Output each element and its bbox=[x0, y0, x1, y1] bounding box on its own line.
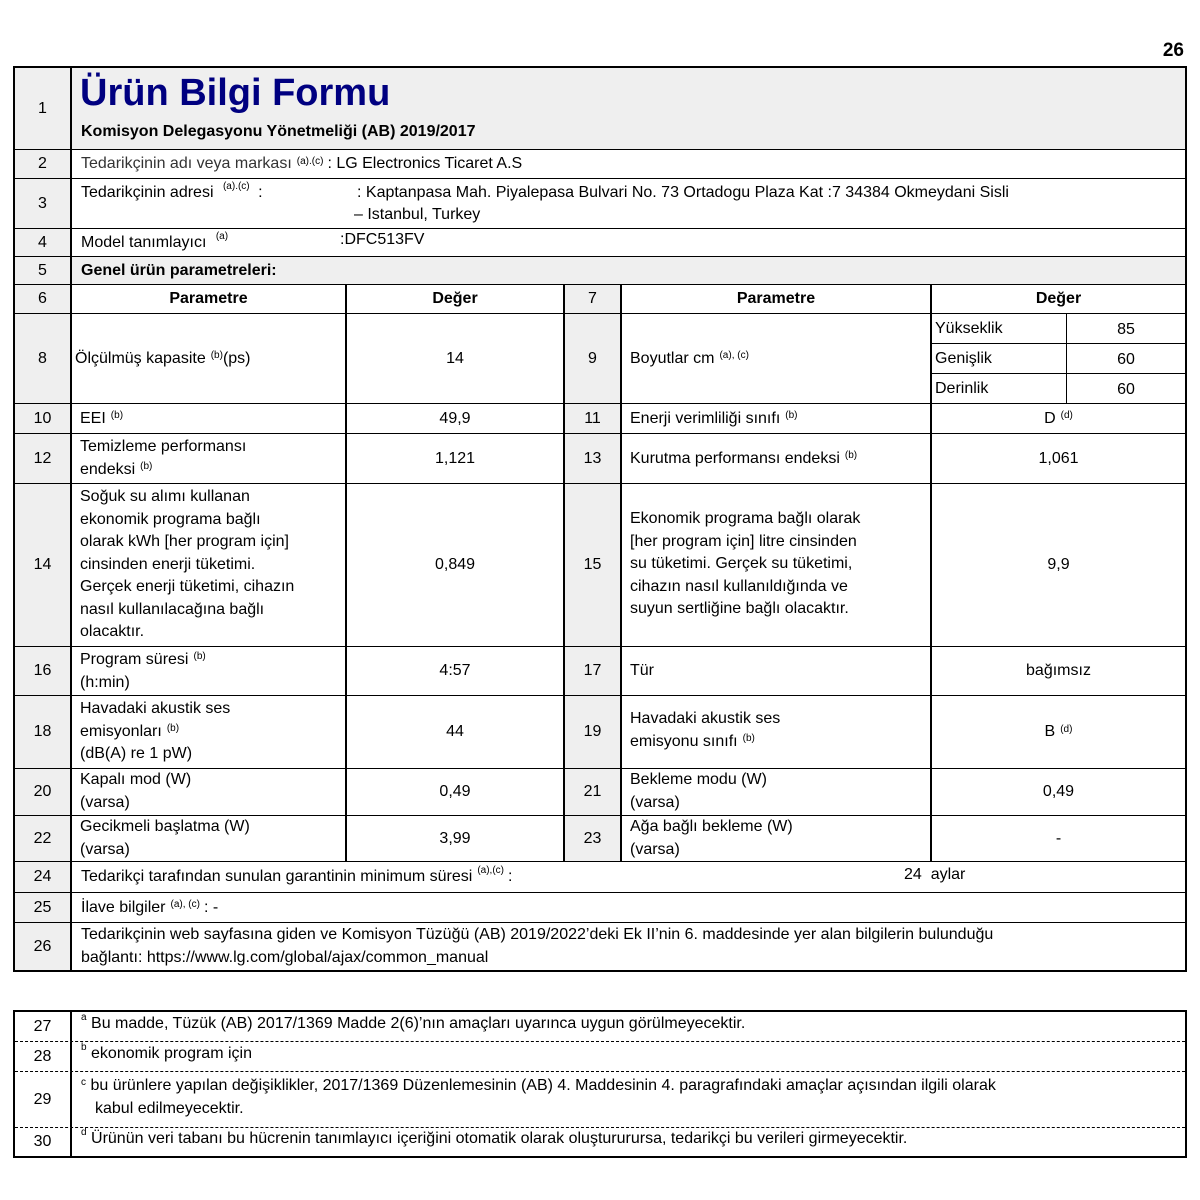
noise-class-value: B bbox=[1044, 723, 1056, 740]
delay-start-note: (varsa) bbox=[80, 840, 130, 858]
footnote-row bbox=[15, 1012, 1185, 1042]
row-column-headers bbox=[15, 285, 1185, 314]
networked-standby-label-cell bbox=[620, 816, 930, 861]
row-off-standby bbox=[15, 769, 1185, 816]
row-address bbox=[15, 179, 1185, 229]
web-link-url[interactable]: bağlantı: https://www.lg.com/global/ajax/common_manual bbox=[81, 948, 489, 966]
noise-label-cell bbox=[72, 696, 345, 768]
additional-info-footnote-ref: (a), (c) bbox=[170, 899, 200, 910]
footnote-text: ekonomik program için bbox=[91, 1045, 252, 1062]
address-colon: : bbox=[258, 184, 263, 201]
row-number: 1 bbox=[15, 68, 72, 149]
dimensions-label: Boyutlar cm bbox=[630, 349, 715, 367]
address-line-1: : Kaptanpasa Mah. Piyalepasa Bulvari No. 73 Ortadogu Plaza Kat :7 34384 Okmeydani Sisli bbox=[357, 184, 1009, 201]
noise-class-value-cell bbox=[930, 696, 1185, 768]
warranty-value: 24 aylar bbox=[904, 866, 966, 883]
off-mode-label: Kapalı mod (W) bbox=[80, 771, 192, 788]
dimensions-label-cell bbox=[620, 314, 930, 403]
energy-consumption-value: 0,849 bbox=[345, 484, 563, 646]
dimension-value: 60 bbox=[1117, 350, 1135, 368]
cleaning-label-line-1: Temizleme performansı bbox=[80, 438, 247, 455]
address-line-2: – Istanbul, Turkey bbox=[354, 206, 481, 223]
energy-class-value-cell bbox=[930, 404, 1185, 433]
water-consumption-line: [her program için] litre cinsinden bbox=[630, 532, 857, 550]
row-number: 13 bbox=[563, 434, 620, 483]
row-web-link bbox=[15, 923, 1185, 970]
eei-label-cell bbox=[72, 404, 345, 433]
page-number: 26 bbox=[1162, 40, 1184, 61]
type-label: Tür bbox=[620, 647, 930, 695]
param-header-left: Parametre bbox=[169, 290, 248, 307]
type-value: bağımsız bbox=[930, 647, 1185, 695]
drying-label: Kurutma performansı endeksi bbox=[630, 449, 840, 467]
model-cell bbox=[72, 229, 1185, 256]
capacity-footnote-ref: (b) bbox=[210, 350, 223, 361]
noise-class-footnote-ref: (b) bbox=[742, 732, 755, 744]
networked-standby-note: (varsa) bbox=[630, 840, 680, 858]
energy-consumption-line: Gerçek enerji tüketimi, cihazın bbox=[80, 578, 295, 595]
row-number: 20 bbox=[15, 769, 72, 815]
footnotes-table bbox=[13, 1010, 1187, 1158]
row-number: 7 bbox=[563, 285, 620, 313]
energy-consumption-label-cell bbox=[72, 484, 345, 646]
noise-value: 44 bbox=[345, 696, 563, 768]
web-link-cell bbox=[72, 923, 1185, 970]
address-cell bbox=[72, 179, 1185, 228]
standby-label: Bekleme modu (W) bbox=[630, 771, 767, 788]
footnote-text: Bu madde, Tüzük (AB) 2017/1369 Madde 2(6)’nın amaçları uyarınca uygun görülmeyecektir. bbox=[91, 1015, 746, 1032]
row-number: 11 bbox=[563, 404, 620, 433]
model-footnote-ref: (a) bbox=[215, 231, 229, 242]
row-warranty bbox=[15, 862, 1185, 893]
row-model bbox=[15, 229, 1185, 257]
cleaning-value: 1,121 bbox=[345, 434, 563, 483]
noise-class-label-line-2: emisyonu sınıfı bbox=[630, 732, 738, 750]
row-number: 19 bbox=[563, 696, 620, 768]
row-number: 24 bbox=[15, 862, 72, 892]
drying-label-cell bbox=[620, 434, 930, 483]
footnote-mark: b bbox=[81, 1042, 87, 1053]
capacity-unit: (ps) bbox=[222, 349, 251, 367]
additional-info-value: : - bbox=[203, 898, 219, 916]
footnote-mark: d bbox=[81, 1127, 87, 1138]
row-number: 17 bbox=[563, 647, 620, 695]
dimension-label: Genişlik bbox=[932, 344, 1067, 373]
standby-note: (varsa) bbox=[630, 793, 680, 811]
row-number: 28 bbox=[15, 1042, 72, 1071]
additional-info-cell bbox=[72, 893, 1185, 922]
value-header-right: Değer bbox=[930, 285, 1185, 313]
warranty-cell bbox=[72, 862, 1185, 892]
row-general bbox=[15, 257, 1185, 285]
energy-consumption-line: olacaktır. bbox=[80, 623, 145, 640]
cleaning-footnote-ref: (b) bbox=[140, 460, 153, 472]
off-mode-label-cell bbox=[72, 769, 345, 815]
delay-start-label-cell bbox=[72, 816, 345, 861]
row-number: 2 bbox=[15, 150, 72, 178]
row-number: 8 bbox=[15, 314, 72, 403]
additional-info-label: İlave bilgiler bbox=[81, 898, 166, 916]
row-number: 5 bbox=[15, 257, 72, 284]
footnote-text: Ürünün veri tabanı bu hücrenin tanımlayıcı içeriğini otomatik olarak oluştururursa, tedarikçi bu verileri girmeyecektir. bbox=[91, 1130, 908, 1147]
dimension-label: Derinlik bbox=[932, 374, 1067, 403]
noise-label-line-2: emisyonları bbox=[80, 722, 162, 740]
cleaning-label-cell bbox=[72, 434, 345, 483]
address-label: Tedarikçinin adresi bbox=[81, 184, 214, 201]
energy-class-label-cell bbox=[620, 404, 930, 433]
noise-class-value-footnote-ref: (d) bbox=[1060, 723, 1073, 735]
off-mode-note: (varsa) bbox=[80, 793, 130, 811]
footnote-text-cell bbox=[72, 1128, 1185, 1156]
row-number: 27 bbox=[15, 1012, 72, 1041]
dimension-row-height bbox=[932, 314, 1185, 344]
web-link-text: Tedarikçinin web sayfasına giden ve Komisyon Tüzüğü (AB) 2019/2022’deki Ek II’nin 6. maddesinde yer alan bilgilerin bulunduğu bbox=[81, 926, 994, 943]
row-noise bbox=[15, 696, 1185, 769]
row-number: 22 bbox=[15, 816, 72, 861]
noise-unit: (dB(A) re 1 pW) bbox=[80, 745, 193, 762]
energy-class-value: D bbox=[1044, 409, 1056, 427]
address-footnote-ref: (a).(c) bbox=[222, 181, 250, 192]
noise-label-line-1: Havadaki akustik ses bbox=[80, 700, 231, 717]
program-duration-unit: (h:min) bbox=[80, 673, 130, 691]
footnote-row bbox=[15, 1042, 1185, 1072]
energy-consumption-line: nasıl kullanılacağına bağlı bbox=[80, 600, 265, 618]
form-subtitle: Komisyon Delegasyonu Yönetmeliği (AB) 2019/2017 bbox=[81, 123, 476, 140]
value-header-left: Değer bbox=[345, 285, 563, 313]
dimension-value: 60 bbox=[1117, 380, 1135, 398]
energy-class-footnote-ref: (b) bbox=[785, 410, 798, 421]
dimension-value: 85 bbox=[1117, 320, 1135, 338]
row-number: 4 bbox=[15, 229, 72, 256]
row-eei bbox=[15, 404, 1185, 434]
dimension-row-depth bbox=[932, 374, 1185, 403]
row-number: 9 bbox=[563, 314, 620, 403]
networked-standby-value: - bbox=[930, 816, 1185, 861]
row-cleaning-drying bbox=[15, 434, 1185, 484]
footnote-text-continued: kabul edilmeyecektir. bbox=[95, 1099, 244, 1117]
row-number: 29 bbox=[15, 1072, 72, 1127]
dimensions-footnote-ref: (a), (c) bbox=[719, 350, 749, 361]
supplier-footnote-ref: (a).(c) bbox=[296, 155, 324, 167]
drying-footnote-ref: (b) bbox=[844, 450, 858, 461]
model-label: Model tanımlayıcı bbox=[81, 234, 207, 251]
networked-standby-label: Ağa bağlı bekleme (W) bbox=[630, 818, 793, 835]
row-additional-info bbox=[15, 893, 1185, 923]
model-value: :DFC513FV bbox=[340, 231, 425, 248]
energy-consumption-line: olarak kWh [her program için] bbox=[80, 533, 289, 550]
water-consumption-line: cihazın nasıl kullanıldığında ve bbox=[630, 577, 848, 595]
row-number: 14 bbox=[15, 484, 72, 646]
eei-value: 49,9 bbox=[345, 404, 563, 433]
footnote-mark: c bbox=[81, 1077, 86, 1088]
program-duration-label-cell bbox=[72, 647, 345, 695]
supplier-label: Tedarikçinin adı veya markası bbox=[81, 155, 292, 172]
warranty-label: Tedarikçi tarafından sunulan garantinin minimum süresi bbox=[81, 868, 473, 885]
energy-consumption-line: ekonomik programa bağlı bbox=[80, 510, 261, 528]
footnote-text: bu ürünlere yapılan değişiklikler, 2017/1369 Düzenlemesinin (AB) 4. Maddesinin 4. paragrafındaki amaçlar açısından ilgili olarak bbox=[90, 1077, 996, 1094]
header-cell bbox=[72, 68, 1185, 149]
footnote-text-cell bbox=[72, 1012, 1185, 1041]
eei-label: EEI bbox=[80, 409, 106, 427]
delay-start-value: 3,99 bbox=[345, 816, 563, 861]
footnote-row bbox=[15, 1072, 1185, 1128]
row-number: 15 bbox=[563, 484, 620, 646]
eei-footnote-ref: (b) bbox=[110, 410, 124, 421]
drying-value: 1,061 bbox=[930, 434, 1185, 483]
energy-consumption-line: Soğuk su alımı kullanan bbox=[80, 488, 250, 505]
form-title: Ürün Bilgi Formu bbox=[80, 72, 391, 114]
dimension-row-width bbox=[932, 344, 1185, 374]
warranty-colon: : bbox=[507, 868, 513, 885]
row-number: 16 bbox=[15, 647, 72, 695]
warranty-footnote-ref: (a),(c) bbox=[477, 865, 504, 876]
capacity-value: 14 bbox=[345, 314, 563, 403]
capacity-label-cell bbox=[72, 314, 345, 403]
row-number: 21 bbox=[563, 769, 620, 815]
program-duration-value: 4:57 bbox=[345, 647, 563, 695]
dimension-label: Yükseklik bbox=[932, 314, 1067, 343]
water-consumption-label-cell bbox=[620, 484, 930, 646]
supplier-value: : LG Electronics Ticaret A.S bbox=[327, 155, 523, 172]
supplier-cell bbox=[72, 150, 1185, 178]
dimensions-values bbox=[930, 314, 1185, 403]
noise-class-label-line-1: Havadaki akustik ses bbox=[630, 710, 781, 727]
energy-class-value-footnote-ref: (d) bbox=[1060, 410, 1073, 421]
row-header bbox=[15, 68, 1185, 150]
footnote-text-cell bbox=[72, 1042, 1185, 1071]
row-number: 18 bbox=[15, 696, 72, 768]
row-number: 3 bbox=[15, 179, 72, 228]
general-params-heading: Genel ürün parametreleri: bbox=[72, 257, 1185, 284]
energy-class-label: Enerji verimliliği sınıfı bbox=[630, 409, 781, 427]
delay-start-label: Gecikmeli başlatma (W) bbox=[80, 818, 250, 835]
standby-value: 0,49 bbox=[930, 769, 1185, 815]
footnote-mark: a bbox=[81, 1012, 87, 1023]
footnote-row bbox=[15, 1128, 1185, 1156]
row-number: 23 bbox=[563, 816, 620, 861]
footnote-text-cell bbox=[72, 1072, 1185, 1127]
row-number: 6 bbox=[15, 285, 72, 313]
noise-footnote-ref: (b) bbox=[166, 722, 180, 734]
row-number: 25 bbox=[15, 893, 72, 922]
water-consumption-value: 9,9 bbox=[930, 484, 1185, 646]
water-consumption-line: suyun sertliğine bağlı olacaktır. bbox=[630, 600, 849, 617]
row-supplier bbox=[15, 150, 1185, 179]
row-program-duration-type bbox=[15, 647, 1185, 696]
off-mode-value: 0,49 bbox=[345, 769, 563, 815]
row-energy-water-consumption bbox=[15, 484, 1185, 647]
noise-class-label-cell bbox=[620, 696, 930, 768]
cleaning-label-line-2: endeksi bbox=[80, 460, 136, 478]
program-duration-footnote-ref: (b) bbox=[193, 651, 206, 662]
standby-label-cell bbox=[620, 769, 930, 815]
param-header-right: Parametre bbox=[620, 285, 930, 313]
energy-consumption-line: cinsinden enerji tüketimi. bbox=[80, 555, 256, 573]
capacity-label: Ölçülmüş kapasite bbox=[75, 349, 206, 367]
program-duration-label: Program süresi bbox=[80, 651, 189, 668]
row-delay-networked bbox=[15, 816, 1185, 862]
water-consumption-line: su tüketimi. Gerçek su tüketimi, bbox=[630, 555, 853, 572]
row-number: 10 bbox=[15, 404, 72, 433]
row-number: 30 bbox=[15, 1128, 72, 1156]
product-info-table bbox=[13, 66, 1187, 972]
row-number: 12 bbox=[15, 434, 72, 483]
row-capacity-dimensions bbox=[15, 314, 1185, 404]
row-number: 26 bbox=[15, 923, 72, 970]
water-consumption-line: Ekonomik programa bağlı olarak bbox=[630, 510, 861, 527]
